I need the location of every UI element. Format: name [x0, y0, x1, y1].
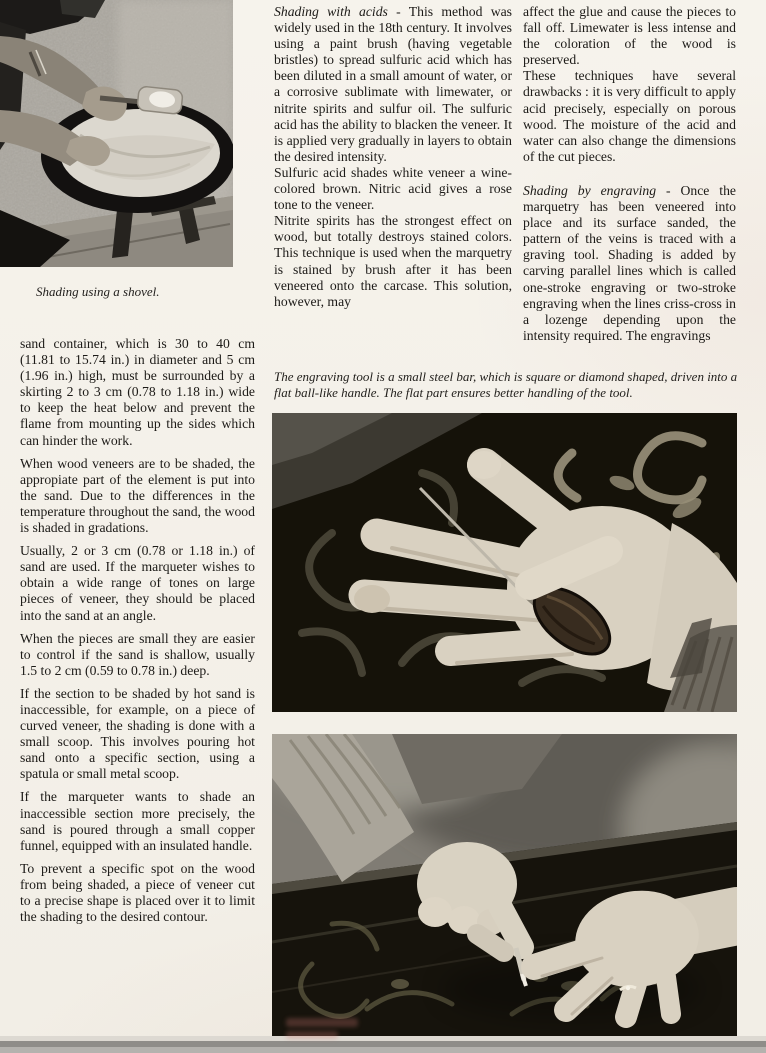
paragraph: These techniques have several drawbacks : it is very difficult to apply acid precisely, especially on porous wood. The moisture of the acid and water can also change the dimensions of the cut pieces.	[523, 68, 736, 164]
engraving-marquetry-by-hand-photo	[272, 734, 737, 1037]
engraving-tool-photo-illustration	[272, 413, 737, 712]
paragraph-lead-italic: Shading by engraving	[523, 182, 657, 198]
paragraph: Nitrite spirits has the strongest effect on wood, but totally destroys stained colors. This technique is used when the marquetry is stained by brush after it has been veneered onto the carcase. This solution, however, may	[274, 213, 512, 309]
left-text-column	[20, 336, 255, 932]
engraving-tool-in-hand-photo	[272, 413, 737, 712]
scanner-edge-light-strip	[0, 1047, 766, 1053]
paragraph-lead-italic: Shading with acids	[274, 4, 388, 19]
right-text-column	[523, 4, 736, 344]
paragraph-body: - This method was widely used in the 18th century. It involves using a paint brush (having vegetable bristles) to spread sulfuric acid which has been diluted in a small amount of water, or a corrosive sublimate with limewater, or nitrite spirits and sulfur oil. The sulfuric acid has the ability to blacken the veneer. It is applied very gradually in layers to obtain the desired intensity.	[274, 4, 512, 164]
shovel-photo-illustration	[0, 0, 233, 267]
paragraph: To prevent a specific spot on the wood from being shaded, a piece of veneer cut to a precise shape is placed over it to limit the shading to the desired contour.	[20, 860, 255, 925]
print-bleed-artifact	[286, 1018, 358, 1027]
paragraph: When wood veneers are to be shaded, the appropiate part of the element is put into the sand. Due to the differences in the temperature throughout the sand, the wood is shaded in gradations.	[20, 455, 255, 536]
shading-using-shovel-photo	[0, 0, 233, 267]
middle-text-column	[274, 4, 512, 310]
paragraph: Sulfuric acid shades white veneer a wine-colored brown. Nitric acid gives a rose tone to the veneer.	[274, 164, 512, 213]
paragraph: affect the glue and cause the pieces to fall off. Limewater is less intense and the coloration of the wood is preserved.	[523, 4, 736, 68]
engraving-work-photo-illustration	[272, 734, 737, 1037]
print-bleed-artifact	[286, 1031, 338, 1039]
paragraph	[523, 183, 736, 344]
engraving-tool-photo-caption: The engraving tool is a small steel bar, which is square or diamond shaped, driven into a flat ball-like handle. The flat part ensures better handling of the tool.	[274, 369, 738, 400]
paragraph: If the section to be shaded by hot sand is inaccessible, for example, on a piece of curved veneer, the shading is done with a small scoop. This involves pouring hot sand onto a specific section, using a spatula or small metal scoop.	[20, 685, 255, 782]
paragraph	[274, 4, 512, 165]
shovel-photo-caption: Shading using a shovel.	[36, 284, 160, 299]
paragraph-body: - Once the marquetry has been veneered into place and its surface sanded, the pattern of the veins is traced with a graving tool. Shading is added by carving parallel lines which is called one-stroke engraving or two-stroke engraving when the lines criss-cross in a lozenge depending upon the intensity required. The engravings	[523, 182, 736, 343]
paragraph: When the pieces are small they are easier to control if the sand is shallow, usually 1.5 to 2 cm (0.59 to 0.78 in.) deep.	[20, 630, 255, 678]
paragraph: sand container, which is 30 to 40 cm (11.81 to 15.74 in.) in diameter and 5 cm (1.96 in.) high, must be surrounded by a skirting 2 to 3 cm (0.78 to 1.18 in.) wide to keep the heat below and prevent the flame from mounting up the sides which can hinder the work.	[20, 336, 255, 448]
paragraph: Usually, 2 or 3 cm (0.78 or 1.18 in.) of sand are used. If the marqueter wishes to obtain a wide range of tones on large pieces of veneer, they should be placed into the sand at an angle.	[20, 543, 255, 623]
paragraph: If the marqueter wants to shade an inaccessible section more precisely, the sand is poured through a small copper funnel, equipped with an insulated handle.	[20, 789, 255, 853]
